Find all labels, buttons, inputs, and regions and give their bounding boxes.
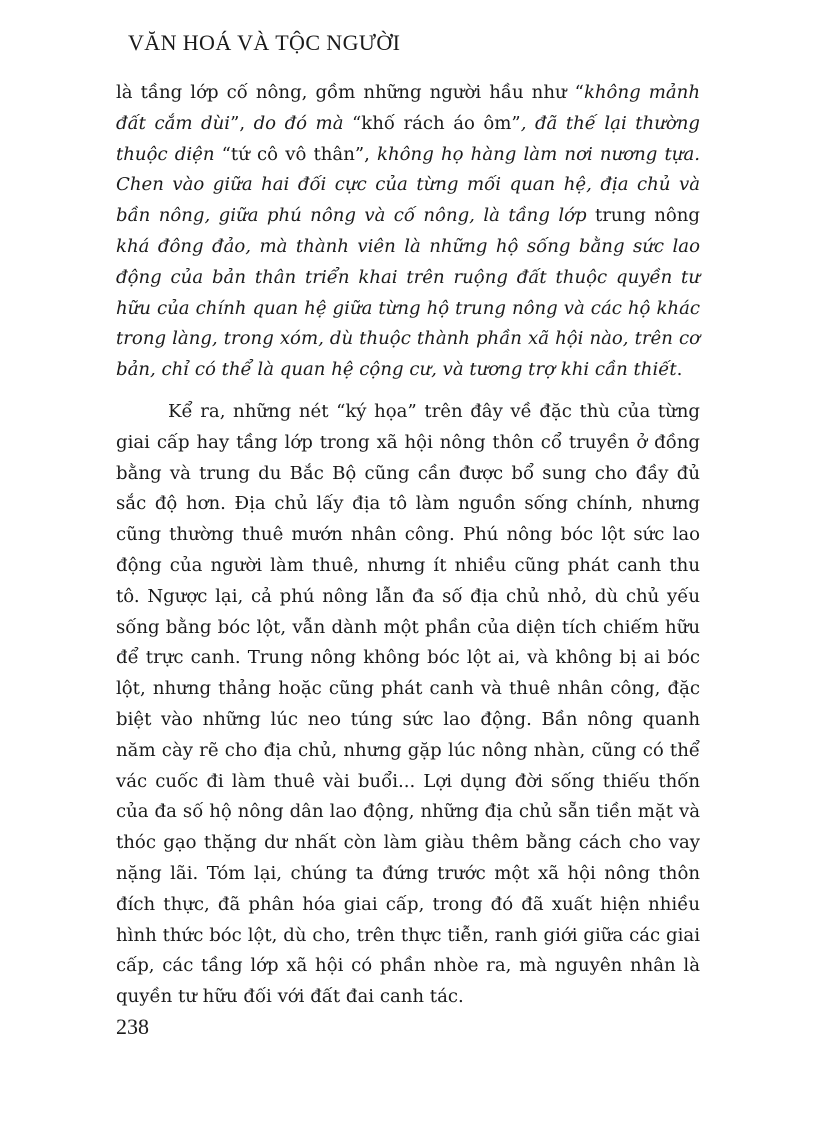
text-run: .	[676, 359, 683, 381]
text-run: là tầng lớp cố nông, gồm những người hầu như “	[116, 82, 584, 103]
italic-run: không mảnh đất cắm dùi	[116, 82, 700, 134]
paragraph-2: Kể ra, những nét “ký họa” trên đây về đặc thù của từng giai cấp hay tầng lớp trong xã hội nông thôn cổ truyền ở đồng bằng và trung du Bắc Bộ cũng cần được bổ sung cho đầy đủ sắc độ hơn. Địa chủ lấy địa tô làm nguồn sống chính, nhưng cũng thường thuê mướn nhân công. Phú nông bóc lột sức lao động của người làm thuê, nhưng ít nhiều cũng phát canh thu tô. Ngược lại, cả phú nông lẫn đa số địa chủ nhỏ, dù chủ yếu sống bằng bóc lột, vẫn dành một phần của diện tích chiếm hữu để trực canh. Trung nông không bóc lột ai, và không bị ai bóc lột, nhưng thảng hoặc cũng phát canh và thuê nhân công, đặc biệt vào những lúc neo túng sức lao động. Bần nông quanh năm cày rẽ cho địa chủ, nhưng gặp lúc nông nhàn, cũng có thể vác cuốc đi làm thuê vài buổi... Lợi dụng đời sống thiếu thốn của đa số hộ nông dân lao động, những địa chủ sẵn tiền mặt và thóc gạo thặng dư nhất còn làm giàu thêm bằng cách cho vay nặng lãi. Tóm lại, chúng ta đứng trước một xã hội nông thôn đích thực, đã phân hóa giai cấp, trong đó đã xuất hiện nhiều hình thức bóc lột, dù cho, trên thực tiễn, ranh giới giữa các giai cấp, các tầng lớp xã hội có phần nhòe ra, mà nguyên nhân là quyền tư hữu đối với đất đai canh tác.	[116, 401, 700, 1008]
page-number: 238	[116, 1014, 149, 1039]
text-run: trung nông	[586, 205, 700, 227]
paragraph-1	[116, 78, 700, 386]
italic-run: không họ hàng làm nơi nương tựa. Chen vào giữa hai đối cực của từng mối quan hệ, địa chủ và bần nông, giữa phú nông và cố nông, là tầng lớp	[116, 143, 700, 227]
italic-run: do đó mà	[253, 112, 344, 134]
italic-run: , đã thế lại thường thuộc diện	[116, 112, 700, 165]
text-run: “khố rách áo ôm”	[343, 112, 521, 134]
running-header: VĂN HOÁ VÀ TỘC NGƯỜI	[128, 30, 401, 55]
text-run: ”,	[230, 112, 254, 134]
text-run: “tứ cô vô thân”,	[214, 143, 378, 165]
italic-run: khá đông đảo, mà thành viên là những hộ sống bằng sức lao động của bản thân triển khai trên ruộng đất thuộc quyền tư hữu của chính quan hệ giữa từng hộ trung nông và các hộ khác trong làng, trong xóm, dù thuộc thành phần xã hội nào, trên cơ bản, chỉ có thể là quan hệ cộng cư, và tương trợ khi cần thiết	[116, 235, 700, 381]
